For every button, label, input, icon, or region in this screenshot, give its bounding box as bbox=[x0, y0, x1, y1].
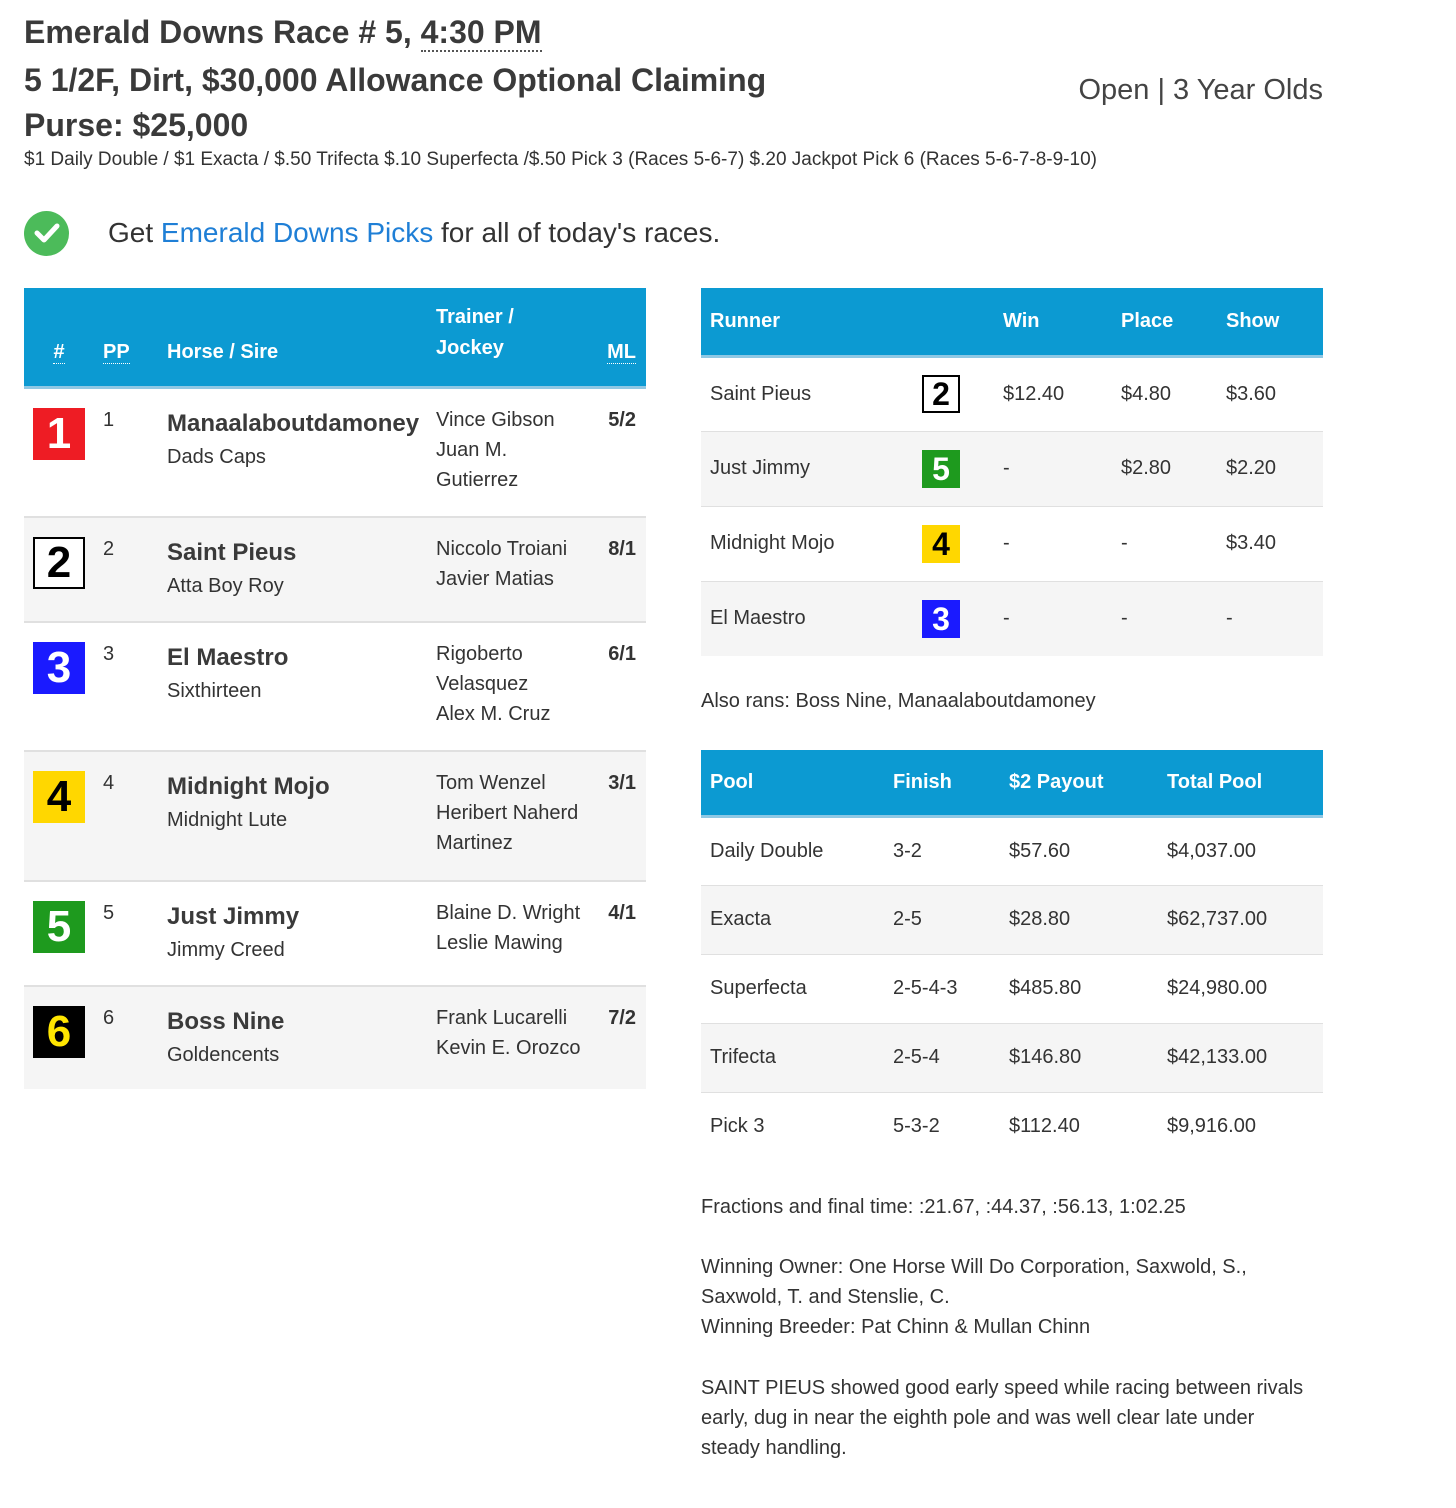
runner-name: El Maestro bbox=[710, 607, 806, 630]
header-num[interactable]: # bbox=[24, 288, 93, 387]
pool-payout: $146.80 bbox=[1009, 1046, 1082, 1068]
pools-header-row bbox=[701, 750, 1323, 816]
entry-horse-cell bbox=[167, 387, 436, 517]
trainer-jockey-lines bbox=[436, 405, 599, 495]
entry-row bbox=[24, 622, 646, 751]
entry-row bbox=[24, 751, 646, 881]
runner-number-cell bbox=[913, 506, 994, 581]
header-win: Win bbox=[994, 288, 1112, 356]
trainer-jockey-lines bbox=[436, 768, 599, 858]
trainer-jockey-line: Niccolo Troiani bbox=[436, 538, 568, 560]
saddle-cloth-number: 1 bbox=[33, 408, 85, 460]
pool-payout: $57.60 bbox=[1009, 839, 1071, 862]
picks-banner bbox=[24, 210, 720, 256]
entry-trainer-jockey bbox=[436, 751, 599, 881]
saddle-cloth-number: 6 bbox=[33, 1006, 85, 1058]
entry-saddle-cell bbox=[24, 751, 93, 881]
header-show: Show bbox=[1217, 288, 1323, 356]
trainer-jockey-lines bbox=[436, 639, 599, 729]
morning-line-odds: 6/1 bbox=[608, 643, 636, 665]
emerald-downs-picks-link[interactable]: Emerald Downs Picks bbox=[160, 217, 434, 248]
saddle-cloth-number: 4 bbox=[33, 771, 85, 823]
header-trainer-jockey: Trainer / Jockey bbox=[436, 288, 599, 387]
result-row bbox=[701, 356, 1323, 431]
result-row bbox=[701, 581, 1323, 656]
header-place: Place bbox=[1112, 288, 1217, 356]
winning-breeder: Winning Breeder: Pat Chinn & Mullan Chinn bbox=[701, 1316, 1091, 1338]
race-title-prefix: Emerald Downs Race # 5, bbox=[24, 14, 412, 50]
entry-row bbox=[24, 881, 646, 986]
header-finish: Finish bbox=[884, 750, 1000, 816]
also-rans: Also rans: Boss Nine, Manaalaboutdamoney bbox=[701, 690, 1096, 712]
pool-payout: $485.80 bbox=[1009, 977, 1082, 999]
race-eligibility: Open | 3 Year Olds bbox=[1078, 74, 1323, 106]
runner-number-cell bbox=[913, 431, 994, 506]
sire-name: Goldencents bbox=[167, 1044, 280, 1066]
race-purse: Purse: $25,000 bbox=[24, 107, 249, 143]
runner-name: Saint Pieus bbox=[710, 382, 812, 405]
trainer-jockey-line: Leslie Mawing bbox=[436, 932, 563, 954]
entries-header-row bbox=[24, 288, 646, 387]
saddle-cloth-number: 4 bbox=[922, 525, 960, 563]
header-ml[interactable]: ML bbox=[599, 288, 646, 387]
entry-saddle-cell bbox=[24, 387, 93, 517]
header-payout: $2 Payout bbox=[1000, 750, 1158, 816]
trainer-jockey-line: Vince Gibson bbox=[436, 408, 555, 431]
horse-name[interactable]: Just Jimmy bbox=[167, 903, 300, 930]
trainer-jockey-line: Martinez bbox=[436, 832, 513, 854]
trainer-jockey-line: Juan M. bbox=[436, 438, 508, 461]
win-payout: $12.40 bbox=[1003, 382, 1065, 405]
pool-total: $9,916.00 bbox=[1167, 1115, 1256, 1138]
pool-name: Daily Double bbox=[710, 839, 824, 862]
entry-horse-cell bbox=[167, 751, 436, 881]
pool-payout: $112.40 bbox=[1009, 1115, 1080, 1138]
pool-finish: 3-2 bbox=[893, 839, 922, 862]
sire-name: Atta Boy Roy bbox=[167, 575, 284, 597]
trainer-jockey-line: Alex M. Cruz bbox=[436, 703, 551, 725]
pool-total: $4,037.00 bbox=[1167, 839, 1256, 862]
pool-finish: 2-5-4 bbox=[893, 1046, 940, 1068]
trainer-jockey-line: Gutierrez bbox=[436, 468, 519, 491]
entry-pp: 6 bbox=[103, 1007, 115, 1029]
entry-saddle-cell bbox=[24, 622, 93, 751]
pool-row bbox=[701, 954, 1323, 1023]
trainer-jockey-line: Heribert Naherd bbox=[436, 802, 579, 824]
pool-row bbox=[701, 885, 1323, 954]
pool-finish: 2-5 bbox=[893, 908, 922, 930]
header-total-pool: Total Pool bbox=[1158, 750, 1323, 816]
wager-types: $1 Daily Double / $1 Exacta / $.50 Trifecta $.10 Superfecta /$.50 Pick 3 (Races 5-6-7) $.20 Jackpot Pick 6 (Races 5-6-7-8-9-10) bbox=[24, 149, 1097, 170]
header-pool: Pool bbox=[701, 750, 884, 816]
header-horse-sire: Horse / Sire bbox=[167, 288, 436, 387]
horse-name[interactable]: Manaalaboutdamoney bbox=[167, 409, 420, 437]
saddle-cloth-number: 2 bbox=[33, 537, 85, 589]
pool-name: Superfecta bbox=[710, 977, 807, 999]
entry-row bbox=[24, 517, 646, 622]
saddle-cloth-number: 3 bbox=[922, 600, 960, 638]
entry-row bbox=[24, 986, 646, 1089]
place-payout: - bbox=[1121, 532, 1128, 554]
saddle-cloth-number: 2 bbox=[922, 375, 960, 413]
results-header-row bbox=[701, 288, 1323, 356]
race-comment bbox=[701, 1373, 1341, 1463]
pool-finish: 2-5-4-3 bbox=[893, 977, 958, 999]
place-payout: $4.80 bbox=[1121, 382, 1172, 405]
picks-suffix: for all of today's races. bbox=[441, 217, 721, 248]
pool-total: $42,133.00 bbox=[1167, 1046, 1268, 1068]
race-conditions: 5 1/2F, Dirt, $30,000 Allowance Optional Claiming bbox=[24, 62, 767, 98]
entry-horse-cell bbox=[167, 622, 436, 751]
show-payout: $2.20 bbox=[1226, 457, 1277, 479]
entries-table bbox=[24, 288, 646, 1089]
trainer-jockey-lines bbox=[436, 534, 599, 594]
entry-pp: 2 bbox=[103, 538, 115, 560]
trainer-jockey-line: Velasquez bbox=[436, 673, 529, 695]
winning-owner-line-2: Saxwold, T. and Stenslie, C. bbox=[701, 1286, 950, 1308]
sire-name: Dads Caps bbox=[167, 445, 266, 468]
trainer-jockey-lines bbox=[436, 1003, 599, 1063]
entry-horse-cell bbox=[167, 986, 436, 1089]
entry-trainer-jockey bbox=[436, 622, 599, 751]
pool-total: $24,980.00 bbox=[1167, 977, 1268, 999]
picks-prefix: Get bbox=[108, 217, 154, 248]
saddle-cloth-number: 5 bbox=[922, 450, 960, 488]
place-payout: - bbox=[1121, 607, 1128, 630]
entry-trainer-jockey bbox=[436, 881, 599, 986]
saddle-cloth-number: 5 bbox=[33, 901, 85, 953]
check-circle-icon bbox=[24, 211, 69, 256]
pool-total: $62,737.00 bbox=[1167, 908, 1268, 930]
win-payout: - bbox=[1003, 607, 1010, 630]
entry-horse-cell bbox=[167, 881, 436, 986]
pool-name: Exacta bbox=[710, 908, 772, 930]
entry-saddle-cell bbox=[24, 986, 93, 1089]
runner-name: Midnight Mojo bbox=[710, 532, 835, 554]
win-payout: - bbox=[1003, 457, 1010, 479]
trainer-jockey-lines bbox=[436, 898, 599, 958]
header-pp[interactable]: PP bbox=[93, 288, 167, 387]
place-payout: $2.80 bbox=[1121, 457, 1172, 479]
horse-name[interactable]: Midnight Mojo bbox=[167, 773, 330, 800]
race-comment-line-3: steady handling. bbox=[701, 1437, 847, 1459]
entry-trainer-jockey bbox=[436, 387, 599, 517]
pool-payout: $28.80 bbox=[1009, 908, 1071, 930]
trainer-jockey-line: Blaine D. Wright bbox=[436, 902, 581, 924]
runner-number-cell bbox=[913, 581, 994, 656]
morning-line-odds: 7/2 bbox=[608, 1007, 636, 1029]
runner-number-cell bbox=[913, 356, 994, 431]
fractions-final-time: Fractions and final time: :21.67, :44.37, :56.13, 1:02.25 bbox=[701, 1196, 1186, 1218]
race-comment-line-1: SAINT PIEUS showed good early speed while racing between rivals bbox=[701, 1377, 1304, 1399]
show-payout: $3.60 bbox=[1226, 382, 1277, 405]
pools-table bbox=[701, 750, 1323, 1161]
show-payout: $3.40 bbox=[1226, 532, 1277, 554]
pool-name: Trifecta bbox=[710, 1046, 776, 1068]
pool-row bbox=[701, 816, 1323, 885]
entry-pp: 5 bbox=[103, 902, 115, 924]
horse-name[interactable]: Boss Nine bbox=[167, 1008, 285, 1035]
morning-line-odds: 5/2 bbox=[608, 408, 636, 431]
winning-owner-line-1: Winning Owner: One Horse Will Do Corporation, Saxwold, S., bbox=[701, 1256, 1247, 1278]
pool-row bbox=[701, 1023, 1323, 1092]
pool-finish: 5-3-2 bbox=[893, 1115, 940, 1138]
pool-row bbox=[701, 1092, 1323, 1161]
trainer-jockey-line: Kevin E. Orozco bbox=[436, 1037, 581, 1059]
winning-owner bbox=[701, 1252, 1341, 1342]
entry-trainer-jockey bbox=[436, 517, 599, 622]
entry-row bbox=[24, 387, 646, 517]
horse-name[interactable]: Saint Pieus bbox=[167, 539, 297, 566]
morning-line-odds: 4/1 bbox=[608, 902, 636, 924]
trainer-jockey-line: Frank Lucarelli bbox=[436, 1007, 568, 1029]
runner-name: Just Jimmy bbox=[710, 457, 810, 479]
saddle-cloth-number: 3 bbox=[33, 642, 85, 694]
header-runner: Runner bbox=[701, 288, 994, 356]
sire-name: Midnight Lute bbox=[167, 809, 288, 831]
entry-saddle-cell bbox=[24, 881, 93, 986]
race-title bbox=[24, 14, 542, 51]
race-comment-line-2: early, dug in near the eighth pole and was well clear late under bbox=[701, 1407, 1255, 1429]
morning-line-odds: 8/1 bbox=[608, 538, 636, 560]
entry-pp: 4 bbox=[103, 772, 115, 794]
pool-name: Pick 3 bbox=[710, 1115, 765, 1138]
result-row bbox=[701, 431, 1323, 506]
morning-line-odds: 3/1 bbox=[608, 772, 636, 794]
entry-horse-cell bbox=[167, 517, 436, 622]
trainer-jockey-line: Tom Wenzel bbox=[436, 772, 546, 794]
sire-name: Jimmy Creed bbox=[167, 939, 285, 961]
picks-text bbox=[108, 217, 720, 249]
race-time[interactable]: 4:30 PM bbox=[420, 14, 542, 50]
entry-trainer-jockey bbox=[436, 986, 599, 1089]
results-table bbox=[701, 288, 1323, 656]
trainer-jockey-line: Rigoberto bbox=[436, 643, 523, 665]
entry-pp: 3 bbox=[103, 643, 115, 665]
show-payout: - bbox=[1226, 607, 1233, 630]
sire-name: Sixthirteen bbox=[167, 680, 262, 702]
trainer-jockey-line: Javier Matias bbox=[436, 568, 554, 590]
result-row bbox=[701, 506, 1323, 581]
win-payout: - bbox=[1003, 532, 1010, 554]
entry-pp: 1 bbox=[103, 408, 115, 431]
horse-name[interactable]: El Maestro bbox=[167, 644, 289, 671]
entry-saddle-cell bbox=[24, 517, 93, 622]
